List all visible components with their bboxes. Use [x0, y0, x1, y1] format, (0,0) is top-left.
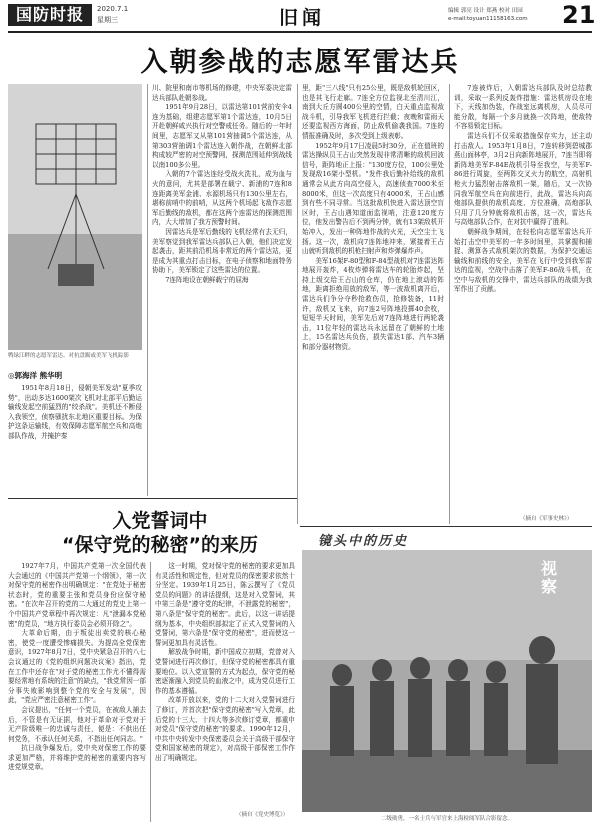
history-header: 镜头中的历史 [318, 534, 409, 549]
radar-antenna-illustration [8, 84, 142, 350]
article1-headline: 入朝参战的志愿军雷达兵 [140, 47, 460, 78]
photo-caption: 鸭绿江畔的志愿军雷达、对抗盘踞或美军飞机踪影 [8, 353, 130, 359]
photo-tag: 视察 [540, 559, 557, 596]
article1-column-2 [152, 84, 292, 496]
page-number: 21 [562, 1, 596, 29]
article1-column-1 [8, 384, 142, 492]
article1-column-4 [454, 84, 592, 512]
masthead-rule [8, 31, 592, 33]
paragraph: 大革命后期，由于叛徒出卖党的核心秘密，使党一度遭受惨痛损失。为提高全党保密意识，1927年8月7日，党中央紧急召开的八七会议通过的《党的组织问题决议案》指出，党在工作中还存在"对于党的秘密工作尤不懂得需要经常地有系统的注意"的缺点，"我党常因一部分事失败影响到整个党的安全与发展"，因此，"党应严密注意秘密工作"。 [8, 629, 146, 705]
issue-weekday: 星期三 [97, 16, 118, 24]
paragraph: 解放战争时期，新中国成立初期，党曾对入党誓词进行再次修订，但保守党的秘密都具有重要地位。以入党宣誓的方式为起点，保守党的秘密逐渐融入到党员的血液之中，成为党员进行工作的基本遵循。 [155, 648, 295, 695]
section-title: 旧闻 [278, 7, 325, 29]
article2-headline-line1: 入党誓词中 [112, 510, 208, 532]
paragraph: 雷达兵们不仅采取措施保存实力，还主动打击敌人。1953年1月8日，7连转移到碧城郡燕山面林亭，3月2日向新阵地展开，7连当即将新阵地美军F-84E战机引导至我空，与美军F-86进行周旋，至两阵交叉火力的航空，高射机枪火力猛烈射击落敌机一架，随后，又一次协同我军航空兵在向前进行，此战，雷达兵向高炮部队提供的敌机高度、方位准确，高炮部队只用了几分钟就将敌机击落，这一次，雷达兵与高炮部队合作，在对抗中赢得了胜利。 [454, 131, 592, 227]
paragraph: 朝鲜战争期间，在轻松向志愿军雷达兵开始打击空中美军的一年多时间里，共掌握和捕捉、测算各式敌机架次的数据，为保护交通运输线和前线的安全，美军在飞行中受到我军雷达的监视，空战中击落了美军F-86战斗机，在空中与敌机的交锋中，雷达兵部队的战绩为我军作出了贡献。 [454, 227, 592, 294]
paragraph: 7连被炸后，入朝雷达兵部队及时总结教训，采取一系列反轰炸措施：雷达机房设在地下，天线加伪装，作战室远离机房，人员尽可能分散，每隔一个多月就换一次阵地，使敌特不容易锁定目标。 [454, 84, 592, 131]
paragraph: 会议提出，"任何一个党员，在被敌人捕去后，不管是有无证据，他对于革命对于党对于无产阶级唯一的忠诚与责任，便是：不供出任何党务，不承认任何关系，不指出任何同志。" [8, 705, 146, 743]
contact-email: e-mail:toyuan11158163.com [448, 16, 528, 22]
masthead [0, 0, 600, 32]
radar-photo [8, 84, 142, 350]
article1-source: （摘自《军事史林》） [520, 516, 573, 522]
paragraph: 里，距"三八线"只有25公里，既是敌机轮回区，也是其飞行走廊。7连全方位监视北至清川江，南到大丘方圆400公里的空情，白天重点监视敌战斗机，引导我军飞机进行拦截；夜晚和雷雨天还要监视西方海面，防止敌机偷袭我国。7连的情报准确及时，多次受到上级表彰。 [302, 84, 444, 140]
article2-column-1 [8, 562, 146, 822]
column-divider [449, 84, 450, 524]
paragraph: 美军16架F-80型和F-84型战机对7连雷达阵地展开轰炸，4枚炸弹将雷达车的轮胎炸起，坚持上级交给王占山的仓库，仍在地上滚动的阵地，距离拒绝用放的敌军，等一波敌机离开后，雷达兵们争分夺秒抢救伤员，抢修装备，11时许，敌机又飞来，向7连2号阵地投掷40余枚，短短半天时间，美军先后对7连阵地进行两轮袭击，11位年轻的雷达兵永远留在了朝鲜的土地上，15名雷达兵负伤，损失雷达1部、汽车3辆和部分器材物资。 [302, 256, 444, 352]
article1-column-3 [302, 84, 444, 524]
article2-headline-line2: “保守党的秘密”的来历 [62, 534, 258, 556]
article1-byline: ◎郭海洋 熊华明 [8, 371, 63, 380]
paragraph: 1952年9月17日凌晨5时30分，正在值班的雷达操纵员王占山突然发现非常清晰的敌机回波信号，距阵地正上报："130度方位，100公里处发现敌16架小型机。"发件我后勤补给线的敌机通常会从此方向高空侵入，高速侦查7000米至8000米，但这一次高度只有4000米，王占山感到有些不同寻常。当这批敌机快进入雷达顶空盲区时，王占山遇知道面监视哨，注意120度方位，他发出警告后不到两分钟，就有13架敌机开始冲入，发出一种阵地作战的火光，天空尘土飞扬。这一次，敌机向7连阵地冲来，紧接着王占山就听到敌机的机枪扫射声和炸弹爆炸声。 [302, 141, 444, 256]
history-photo [302, 550, 592, 812]
paragraph: 1927年7月，中国共产党第一次全国代表大会通过的《中国共产党第一个纲领》，第一次对保守党的秘密作出明确规定："在党处于秘密状态时，党的重要主张和党员身份应保守秘密。"在次年召开的党的二大通过的党史上第一个中国共产党章程中再次规定：凡"泄漏本党秘密"的党员，"地方执行委员会必须开除之"。 [8, 562, 146, 628]
issue-date: 2020.7.1 [97, 5, 129, 13]
column-divider [147, 84, 148, 496]
paragraph: 改革开放以来，党的十二大对入党誓词进行了修订，并首次把"保守党的秘密"写入党章，此后党的十三大、十四大等多次修订党章，都重申对党员"保守党的秘密"的要求。1990年12月，中共中央转发中央保密委员会关于高级干部保守党和国家秘密的规定》，对高级干部保密工作作出了明确规定。 [155, 696, 295, 762]
article2-source: （摘自《党史博览》） [236, 812, 289, 818]
column-divider [297, 84, 298, 524]
paragraph: 因雷达兵是军后勤线的飞机经常有去无归，美军察觉到我军雷达兵部队已入朝，他们决定发起袭击，距其前沿机场非常近的两个雷达站，更是成为其重点打击目标，在电子侦察和地面特务协助下，美军锁定了这些雷达的位置。 [152, 227, 292, 275]
column-divider [150, 562, 151, 822]
section-rule [8, 498, 297, 499]
paragraph: 1951年8月18日，侵朝美军发动"夏季攻势"，出动多达1600架次飞机对北部平后勤运输线发起空前猛烈的"绞杀战"。美机还不断侵入我领空，侦察骚扰东北地区重要目标。为保护这条运输线，有效保障志愿军航空兵和高炮部队作战，并掩护秦 [8, 384, 142, 440]
section-rule [300, 526, 592, 527]
editor-line: 编辑 郭亮 设计 郑燕 校对 田园 [448, 8, 523, 14]
paragraph: 7连阵地设在朝鲜载宁的屈海 [165, 275, 249, 284]
article2-column-2 [155, 562, 295, 807]
paragraph: 川、院里和南市等机场的修建，中央军委决定雷达兵部队赴朝参战。 [152, 84, 292, 102]
history-photo-caption: 二级勋勇，一名士兵与军官来上海检阅军队合影留念。 [380, 816, 513, 822]
paragraph: 这一时期，党对保守党的秘密的要求更加具有灵活性和规定性，但对党员的保密要求依然十分坚定。1939年1月25日，陈云撰写了《党员党员的问题》的讲话提纲，这是对入党誓词，其中第三条是"遵守党的纪律，不泄露党的秘密"，第八条是"保守党的秘密"。此后，以这一讲话提纲为基本，中央组织部拟定了正式入党誓词的入党誓词，第六条是"保守党的秘密"，进而使这一誓词更加具有灵活性。 [155, 562, 295, 647]
paragraph: 入朝的7个雷达连经受战火洗礼，成为血与火的意问，尤其是部署在载宁、新浦的7连和8连距离美军金浦、水源机场只有130公里左右，堪称前哨中的前哨，从这两个机场起飞敌作志愿军后勤线的敌机，都在这两个连雷达的探测范围内，大大增加了我方预警时间。 [152, 170, 292, 227]
paragraph: 抗日战争爆发后，党中央对保密工作的要求更加严格，并将维护党的秘密的重要内容写进党规党章。 [8, 744, 146, 772]
paper-logo: 国防时报 [8, 4, 92, 26]
paragraph: 1951年9月28日，以雷达第101营前安伞4连为基础，组建志愿军第1个雷达连，10月5日开赴朝鲜咸兴执行对空警戒任务。随后的一年时间里，志愿军又从第101营抽调5个雷达连，从第303营抽调1个雷达连入朝作战，在朝鲜北部构成较严密的对空预警网，探测范围延伸到战线以南100多公里。 [152, 103, 292, 169]
